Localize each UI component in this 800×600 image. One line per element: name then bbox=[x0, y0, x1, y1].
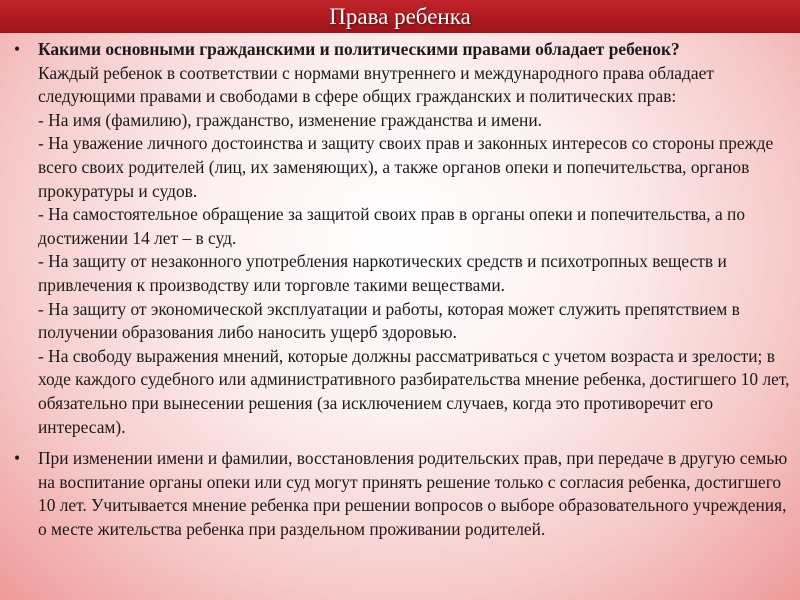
slide-title: Права ребенка bbox=[0, 0, 800, 33]
right-item-drug-protection: - На защиту от незаконного употребления наркотических средств и психотропных веществ и привлечения к производству или торговле такими веществами. bbox=[38, 251, 727, 295]
right-item-exploitation: - На защиту от экономической эксплуатации и работы, которая может служить препятствием в получении образования либо наносить ущерб здоровью. bbox=[38, 298, 740, 343]
bullet-rights-list bbox=[10, 38, 792, 439]
question-heading: Какими основными гражданскими и политическими правами обладает ребенок? bbox=[38, 39, 680, 59]
bullet-consent bbox=[10, 447, 792, 541]
right-item-expression: - На свободу выражения мнений, которые должны рассматриваться с учетом возраста и зрелости; в ходе каждого судебного или административного разбирательства мнение ребенка, достигшего 10 лет, обязательно при вынесении решения (за исключением случаев, когда это противоречит его интересам). bbox=[38, 345, 790, 437]
right-item-name: - На имя (фамилию), гражданство, изменение гражданства и имени. bbox=[38, 109, 543, 130]
slide-content bbox=[10, 38, 792, 541]
consent-text: При изменении имени и фамилии, восстановления родительских прав, при передаче в другую семью на воспитание органы опеки или суд могут принять решение только с согласия ребенка, достигшего 10 лет. Учитывается мнение ребенка при решении вопросов о выборе образовательного учреждения, о месте жительства ребенка при раздельном проживании родителей. bbox=[38, 448, 788, 539]
right-item-dignity: - На уважение личного достоинства и защиту своих прав и законных интересов со стороны прежде всего своих родителей (лиц, их заменяющих), а также органов опеки и попечительства, органов прокуратуры и судов. bbox=[38, 133, 774, 201]
right-item-appeal: - На самостоятельное обращение за защитой своих прав в органы опеки и попечительства, а по достижении 14 лет – в суд. bbox=[38, 204, 746, 248]
bullet-marker: • bbox=[13, 39, 21, 59]
intro-text: Каждый ребенок в соответствии с нормами внутреннего и международного права обладает следующими правами и свободами в сфере общих гражданских и политических прав: bbox=[38, 62, 714, 107]
bullet-marker: • bbox=[13, 448, 21, 469]
